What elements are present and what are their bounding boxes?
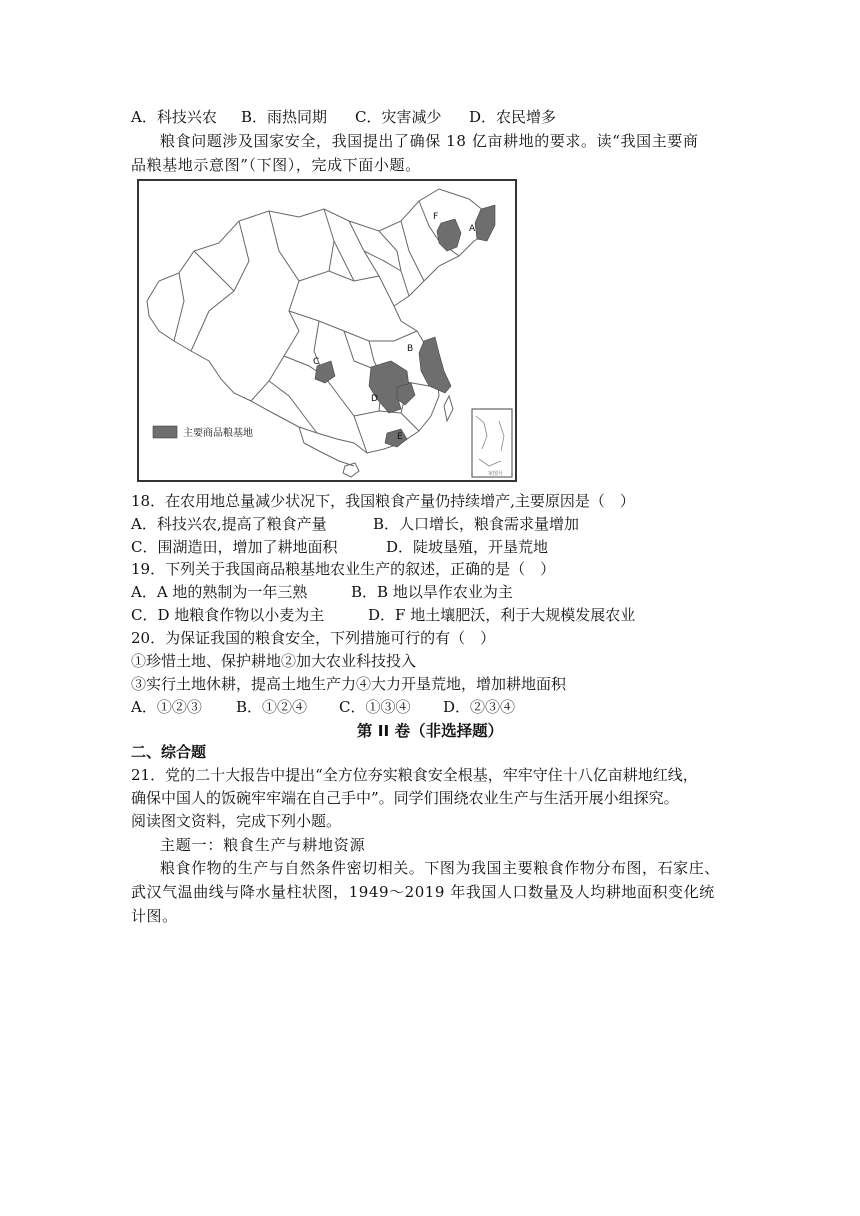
q18-option-b: B．人口增长，粮食需求量增加 xyxy=(373,515,580,533)
label-b: B xyxy=(407,344,414,354)
q21-topic: 主题一：粮食生产与耕地资源 xyxy=(160,836,366,854)
q20-stem: 20．为保证我国的粮食安全，下列措施可行的有（ ） xyxy=(131,629,496,647)
q19-option-b: B．B 地以旱作农业为主 xyxy=(351,583,513,601)
q18-option-c: C．围湖造田，增加了耕地面积 xyxy=(131,538,338,556)
q19-options-row1 xyxy=(131,582,513,602)
q21-line-3: 阅读图文资料，完成下列小题。 xyxy=(131,812,342,830)
region-a-shape xyxy=(475,205,495,241)
legend-swatch xyxy=(153,426,177,438)
q21-paragraph-line-2: 武汉气温曲线与降水量柱状图，1949～2019 年我国人口数量及人均耕地面积变化统 xyxy=(131,883,715,901)
q19-options-row2 xyxy=(131,605,635,625)
q20-option-b: B．①②④ xyxy=(236,698,308,716)
label-d: D xyxy=(371,394,378,404)
q21-paragraph-line-3: 计图。 xyxy=(131,907,178,925)
q20-option-c: C．①③④ xyxy=(339,698,411,716)
intro-line-1: 粮食问题涉及国家安全，我国提出了确保 18 亿亩耕地的要求。读“我国主要商 xyxy=(160,132,699,150)
legend-label: 主要商品粮基地 xyxy=(183,428,253,439)
grain-base-map xyxy=(137,179,517,482)
q17-option-a: A．科技兴农 xyxy=(131,108,217,126)
q21-line-1: 21．党的二十大报告中提出“全方位夯实粮食安全根基，牢牢守住十八亿亩耕地红线， xyxy=(131,766,698,784)
q18-options-row2 xyxy=(131,537,548,557)
q20-option-d: D．②③④ xyxy=(443,698,516,716)
q19-stem: 19．下列关于我国商品粮基地农业生产的叙述，正确的是（ ） xyxy=(131,560,556,578)
part2-title: 第 II 卷（非选择题） xyxy=(356,722,504,740)
region-e-shape xyxy=(385,429,407,447)
q18-options-row1 xyxy=(131,514,579,534)
taiwan-island xyxy=(444,396,453,421)
q17-option-b: B．雨热同期 xyxy=(241,108,328,126)
q19-option-d: D．F 地土壤肥沃，利于大规模发展农业 xyxy=(368,606,636,624)
region-d2-shape xyxy=(397,383,415,405)
q17-option-d: D．农民增多 xyxy=(469,108,557,126)
q21-line-2: 确保中国人的饭碗牢牢端在自己手中”。同学们围绕农业生产与生活开展小组探究。 xyxy=(131,789,679,807)
q17-option-c: C．灾害减少 xyxy=(355,108,442,126)
label-c: C xyxy=(313,357,320,367)
map-corner-note: 审图号 xyxy=(488,471,504,477)
q20-statements-1: ①珍惜土地、保护耕地②加大农业科技投入 xyxy=(131,652,417,670)
q20-statements-2: ③实行土地休耕，提高土地生产力④大力开垦荒地，增加耕地面积 xyxy=(131,675,567,693)
label-a: A xyxy=(469,224,476,234)
q19-option-c: C．D 地粮食作物以小麦为主 xyxy=(131,606,325,624)
q18-option-d: D．陡坡垦殖，开垦荒地 xyxy=(386,538,549,556)
q17-options xyxy=(131,107,556,127)
label-f: F xyxy=(433,212,439,222)
q20-option-a: A．①②③ xyxy=(131,698,202,716)
label-e: E xyxy=(397,432,403,442)
q18-stem: 18．在农用地总量减少状况下，我国粮食产量仍持续增产,主要原因是（ ） xyxy=(131,492,635,510)
q21-paragraph-line-1: 粮食作物的生产与自然条件密切相关。下图为我国主要粮食作物分布图，石家庄、 xyxy=(160,859,720,877)
section2-heading: 二、综合题 xyxy=(131,743,207,761)
region-f-shape xyxy=(437,219,461,251)
q19-option-a: A．A 地的熟制为一年三熟 xyxy=(131,583,308,601)
intro-line-2: 品粮基地示意图”（下图），完成下面小题。 xyxy=(131,156,421,174)
q20-options xyxy=(131,697,515,717)
q18-option-a: A．科技兴农,提高了粮食产量 xyxy=(131,515,327,533)
south-china-sea-inset xyxy=(472,409,512,477)
china-map-svg xyxy=(139,181,515,480)
